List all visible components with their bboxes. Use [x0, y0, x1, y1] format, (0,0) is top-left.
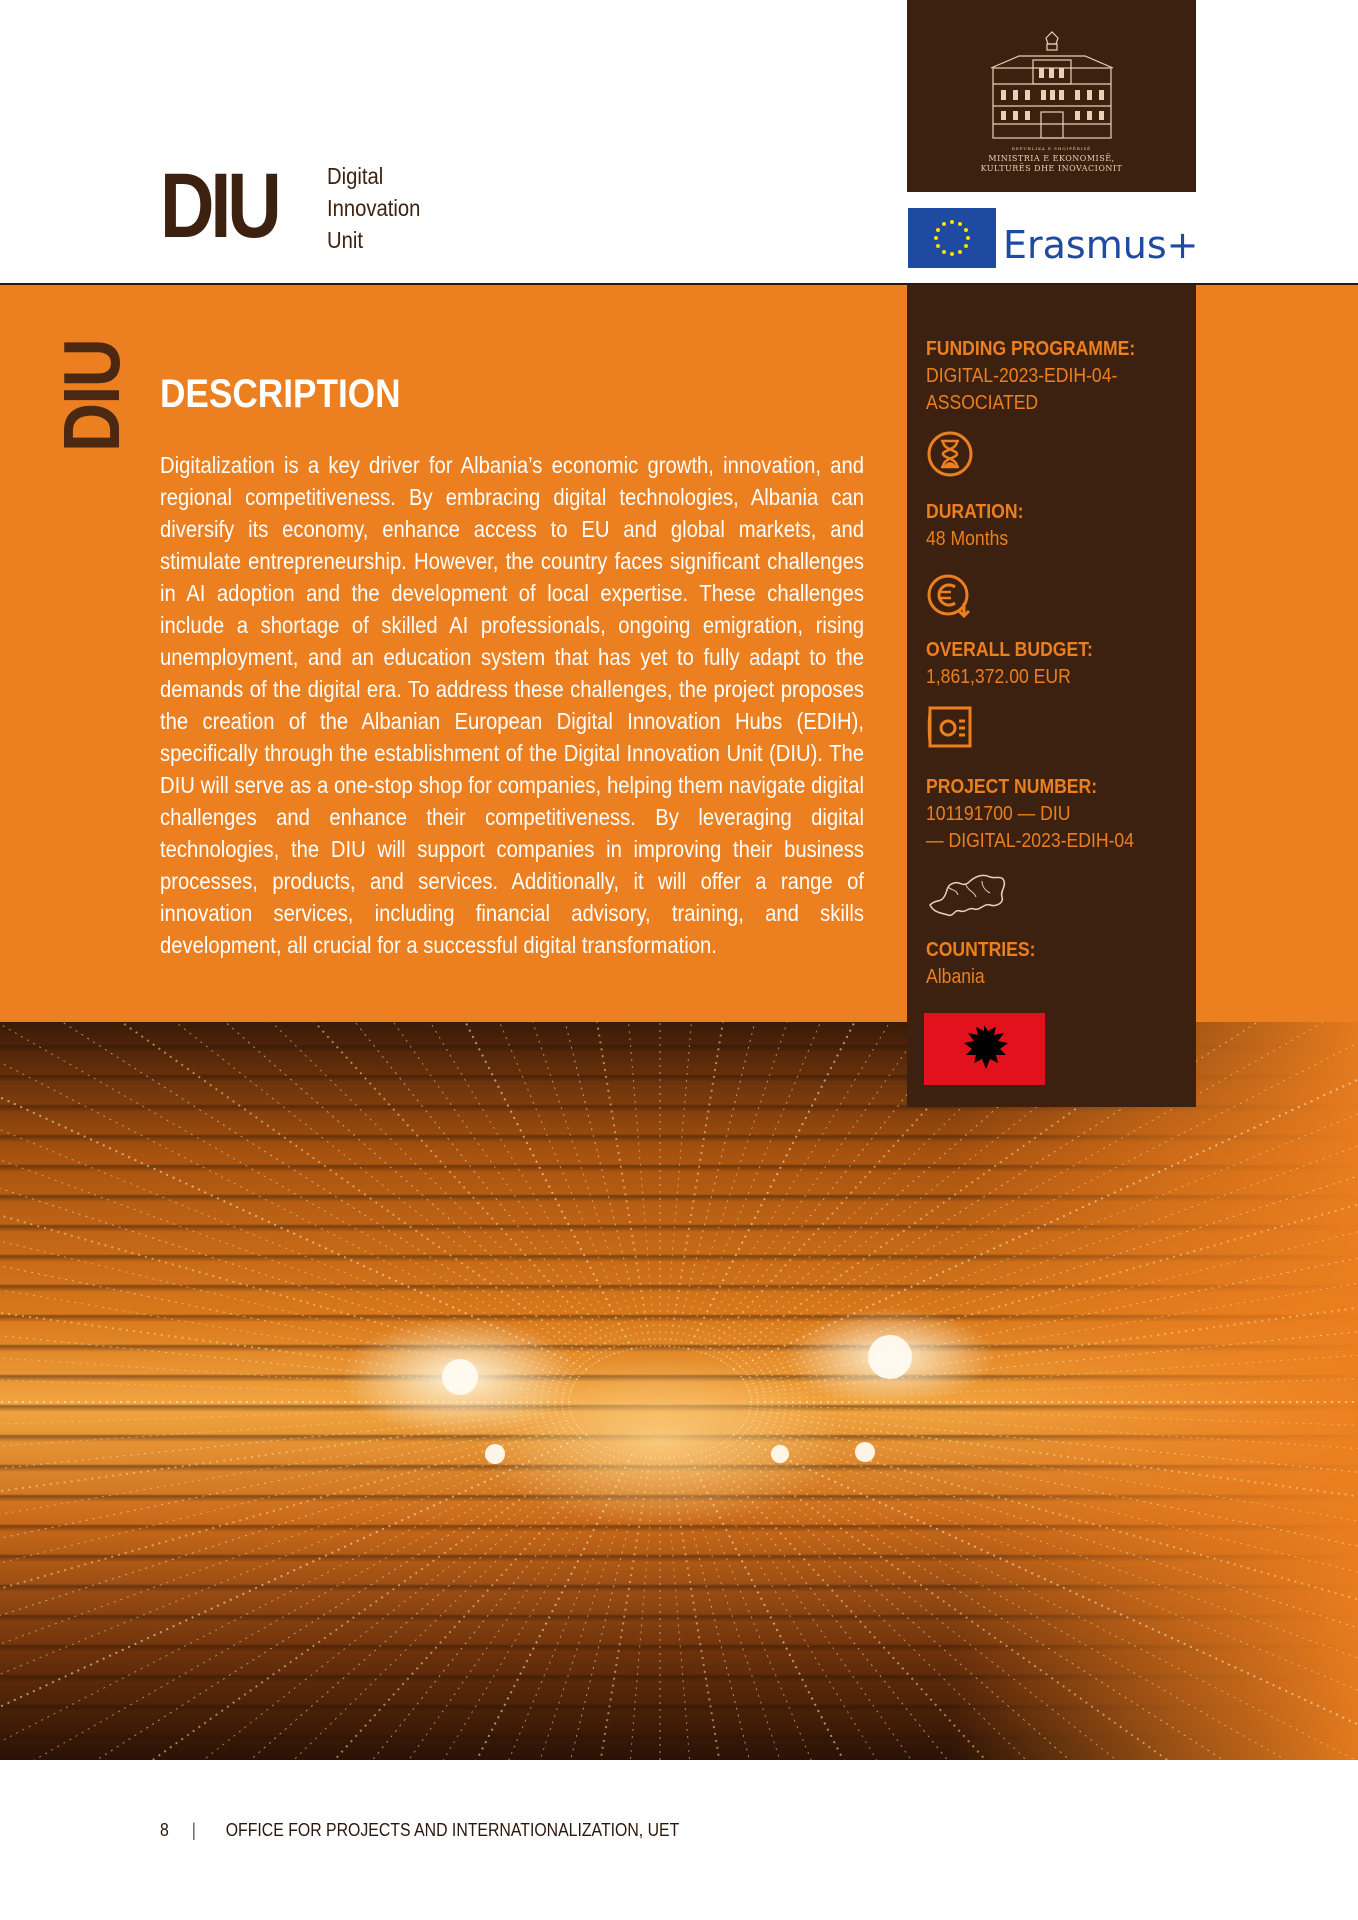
hourglass-icon: [926, 430, 974, 478]
duration-label: DURATION:: [926, 501, 1024, 523]
funding-value-line-1: DIGITAL-2023-EDIH-04-: [926, 365, 1118, 387]
light-rays-graphic: [0, 1022, 1358, 1760]
project-info-panel: [907, 285, 1196, 1107]
project-number-line-2: — DIGITAL-2023-EDIH-04: [926, 830, 1135, 852]
logo-abbreviation: DIU: [160, 155, 278, 257]
ministry-name-line-1: MINISTRIA E EKONOMISË,: [988, 154, 1115, 163]
vertical-side-label: DIU: [47, 339, 136, 453]
funding-label: FUNDING PROGRAMME:: [926, 338, 1136, 360]
funding-value-line-2: ASSOCIATED: [926, 392, 1039, 414]
euro-icon: [926, 573, 974, 621]
ministry-country-text: REPUBLIKA E SHQIPËRISË: [1011, 146, 1092, 151]
duration-value: 48 Months: [926, 528, 1009, 550]
description-container: [160, 449, 865, 961]
budget-value: 1,861,372.00 EUR: [926, 666, 1071, 688]
digital-lights-photo: [0, 1022, 1358, 1760]
logo-subtitle: [327, 160, 420, 256]
description-body: Digitalization is a key driver for Albania’s economic growth, innovation, and regional competitiveness. By embracing digital technologies, Albania can diversify its economy, enhance access to EU and global markets, and stimulate entrepreneurship. However, the country faces significant challenges in AI adoption and the development of local expertise. These challenges include a shortage of skilled AI professionals, ongoing emigration, rising unemployment, and an education system that has yet to fully adapt to the demands of the digital era. To address these challenges, the project proposes the creation of the Albanian European Digital Innovation Hubs (EDIH), specifically through the establishment of the Digital Innovation Unit (DIU). The DIU will serve as a one-stop shop for companies, helping them navigate digital challenges and enhance their competitiveness. By leveraging digital technologies, the DIU will support companies in improving their business processes, products, and services. Additionally, it will offer a range of innovation services, including financial advisory, training, and skills development, all crucial for a successful digital transformation.: [160, 452, 864, 958]
ministry-name-line-2: KULTURËS DHE INOVACIONIT: [980, 164, 1123, 173]
budget-label: OVERALL BUDGET:: [926, 639, 1093, 661]
page-number: 8: [160, 1820, 169, 1840]
description-title: DESCRIPTION: [160, 372, 401, 416]
erasmus-logo-text: Erasmus+: [1003, 223, 1199, 267]
project-number-line-1: 101191700 — DIU: [926, 803, 1071, 825]
europe-map-icon: [926, 865, 1006, 921]
countries-value: Albania: [926, 966, 985, 988]
logo-line-1: Digital: [327, 163, 384, 189]
project-number-value: [926, 801, 1134, 855]
ministry-building-icon: [989, 28, 1115, 142]
logo-line-3: Unit: [327, 227, 363, 253]
logo-line-2: Innovation: [327, 195, 421, 221]
albania-flag-icon: [924, 1013, 1045, 1085]
document-icon: [926, 703, 974, 751]
project-number-label: PROJECT NUMBER:: [926, 776, 1098, 798]
eu-flag-icon: [908, 208, 996, 268]
footer-separator: |: [191, 1820, 196, 1840]
ministry-logo: [907, 0, 1196, 192]
countries-label: COUNTRIES:: [926, 939, 1036, 961]
funding-value: [926, 363, 1117, 417]
footer-text: OFFICE FOR PROJECTS AND INTERNATIONALIZATION, UET: [225, 1820, 680, 1840]
page-footer: [160, 1820, 679, 1841]
